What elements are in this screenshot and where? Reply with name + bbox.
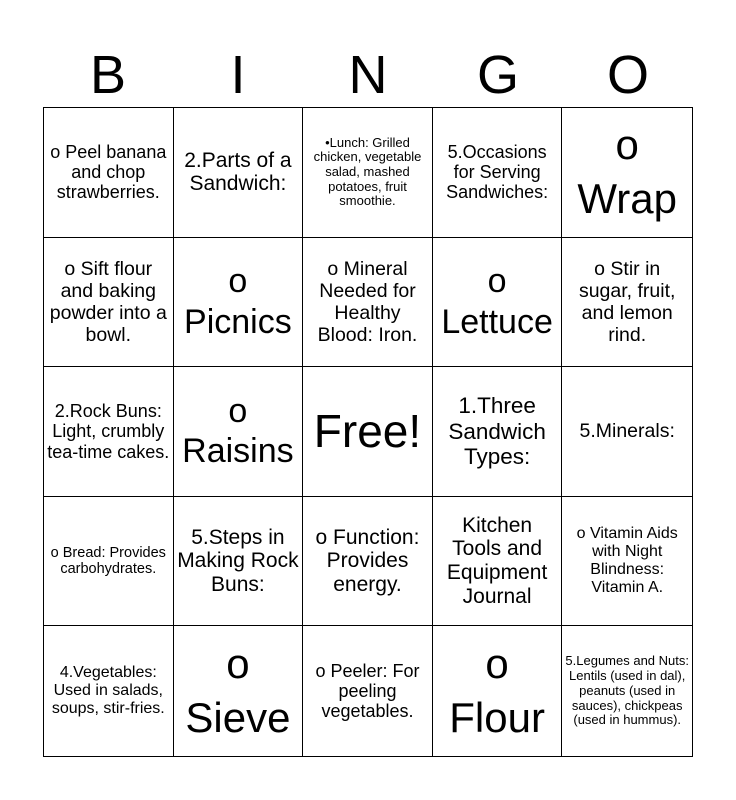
cell-text: 5.Minerals: [579,420,675,443]
cell-text: o Function: Provides energy. [315,525,420,596]
header-letter-i: I [230,45,246,105]
bingo-cell[interactable] [44,497,174,627]
bingo-cell[interactable] [44,108,174,238]
bingo-cell[interactable] [174,626,304,756]
cell-text: •Lunch: Grilled chicken, vegetable salad, mashed potatoes, fruit smoothie. [313,134,422,209]
cell-text: Free! [313,404,422,457]
bingo-cell[interactable] [303,108,433,238]
cell-text: o Wrap [577,120,677,223]
bingo-cell[interactable] [562,367,692,497]
cell-text: 1.Three Sandwich Types: [448,393,546,470]
cell-text: o Mineral Needed for Healthy Blood: Iron. [317,257,418,346]
bingo-cell[interactable] [433,626,563,756]
cell-text: 5.Occasions for Serving Sandwiches: [446,141,549,203]
bingo-cell[interactable] [303,626,433,756]
bingo-cell[interactable] [562,497,692,627]
cell-text: 2.Parts of a Sandwich: [184,148,292,196]
bingo-header [43,42,693,108]
bingo-cell-free[interactable] [303,367,433,497]
bingo-cell[interactable] [562,238,692,368]
cell-text: o Picnics [184,262,292,341]
cell-text: o Sieve [185,639,291,742]
cell-text: o Peeler: For peeling vegetables. [315,660,420,722]
bingo-cell[interactable] [44,626,174,756]
cell-text: Kitchen Tools and Equipment Journal [446,513,548,608]
bingo-cell[interactable] [44,238,174,368]
header-letter-b: B [89,45,127,105]
cell-text: o Lettuce [441,262,553,341]
cell-text: 2.Rock Buns: Light, crumbly tea-time cakes. [47,401,170,462]
bingo-cell[interactable] [174,367,304,497]
bingo-cell[interactable] [433,238,563,368]
cell-text: o Peel banana and chop strawberries. [50,141,167,203]
header-letter-o: O [606,45,649,105]
cell-text: 5.Steps in Making Rock Buns: [177,525,299,596]
cell-text: o Stir in sugar, fruit, and lemon rind. [578,257,676,346]
cell-text: 5.Legumes and Nuts: Lentils (used in dal), peanuts (used in sauces), chickpeas (used in hummus). [565,653,689,728]
cell-text: o Bread: Provides carbohydrates. [50,544,166,578]
header-letter-g: G [476,45,519,105]
cell-text: o Flour [449,639,545,742]
bingo-cell[interactable] [44,367,174,497]
bingo-cell[interactable] [562,108,692,238]
header-letter-n: N [348,45,388,105]
bingo-cell[interactable] [174,238,304,368]
bingo-cell[interactable] [433,108,563,238]
bingo-cell[interactable] [174,108,304,238]
bingo-cell[interactable] [303,238,433,368]
bingo-cell[interactable] [562,626,692,756]
cell-text: o Vitamin Aids with Night Blindness: Vitamin A. [576,524,678,597]
bingo-cell[interactable] [303,497,433,627]
cell-text: o Raisins [182,391,294,471]
bingo-cell[interactable] [174,497,304,627]
bingo-cell[interactable] [433,497,563,627]
cell-text: o Sift flour and baking powder into a bowl. [49,257,167,346]
bingo-cell[interactable] [433,367,563,497]
bingo-grid [43,107,693,757]
cell-text: 4.Vegetables: Used in salads, soups, stir-fries. [51,664,165,718]
